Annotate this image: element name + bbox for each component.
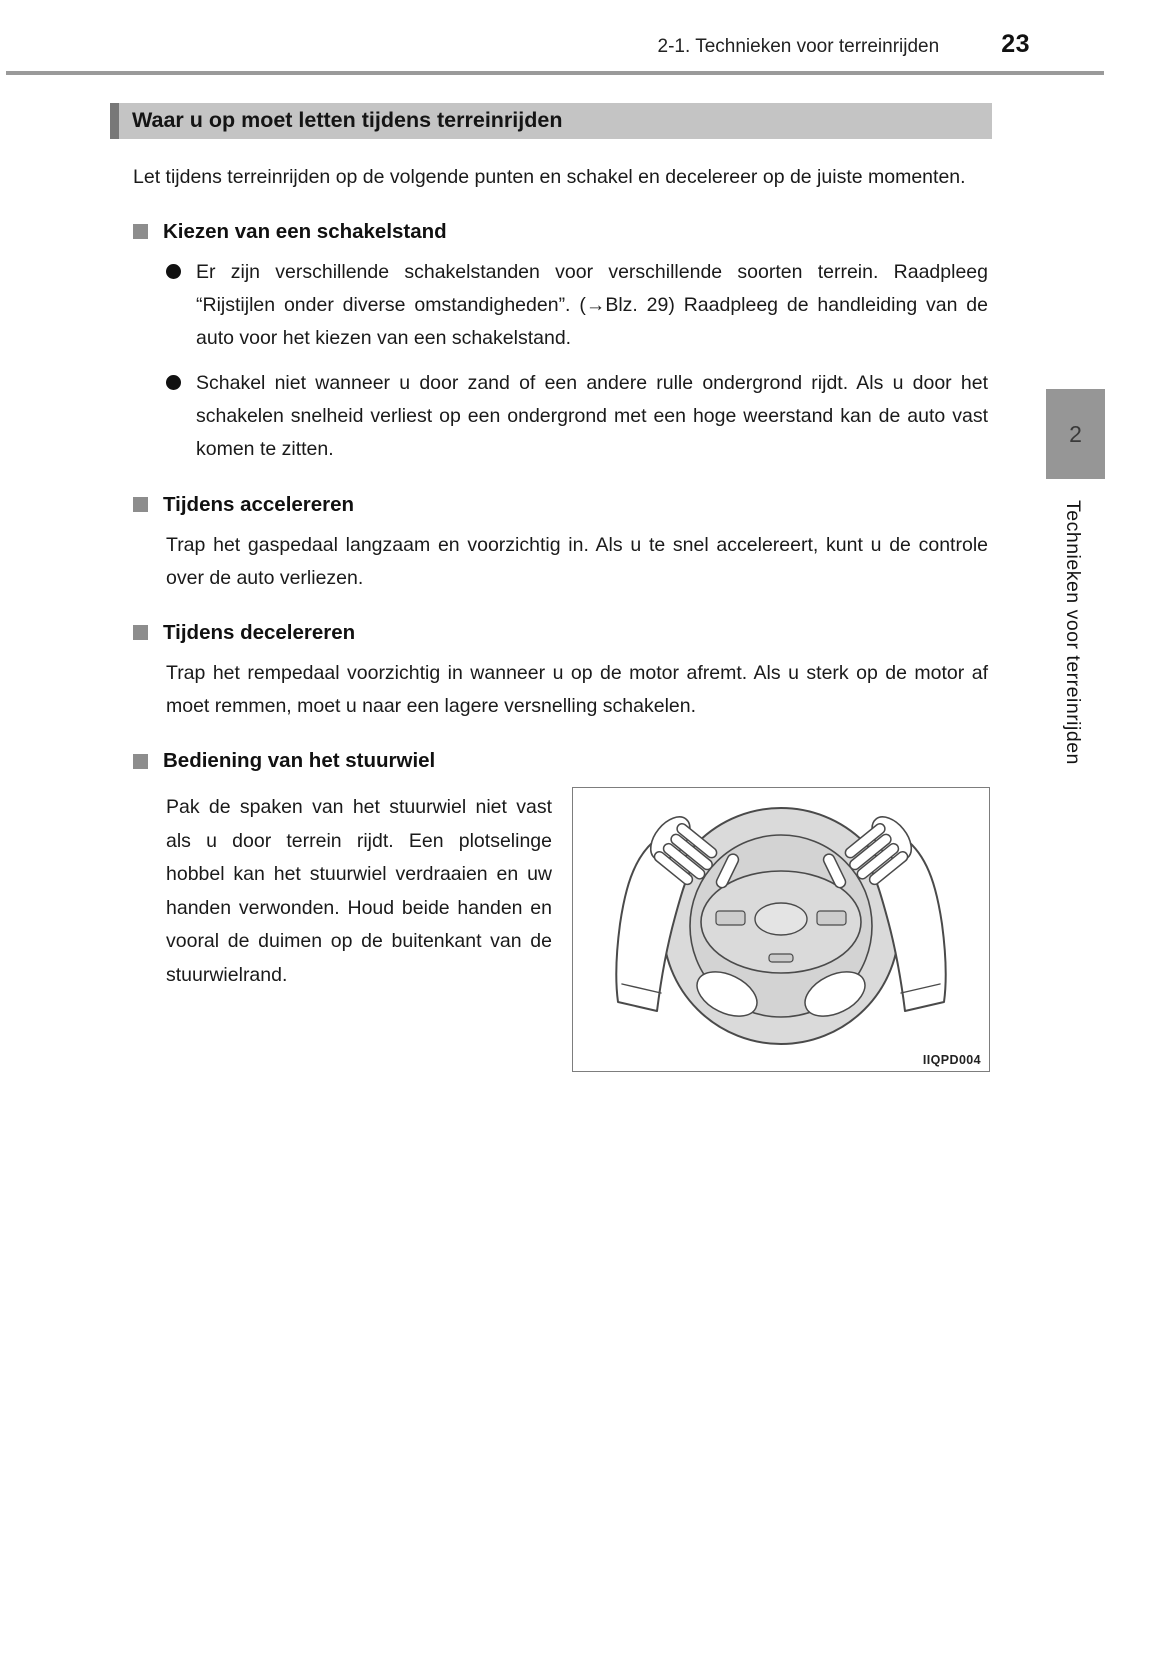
steering-wheel-figure [572,787,990,1072]
figure-code: IIQPD004 [922,1053,981,1068]
subsection-heading-decelereren [133,621,988,645]
header-rule [6,71,1104,75]
list-item [166,256,988,355]
title-accent-block [110,103,119,139]
chapter-side-label: Technieken voor terreinrijden [1062,500,1084,765]
page-header [0,0,1166,59]
subsection-heading-accelereren [133,493,988,517]
steering-wheel-illustration [573,788,989,1071]
subsection-heading-schakelstand [133,220,988,244]
square-bullet-icon [133,754,148,769]
list-item [166,367,988,466]
page-number: 23 [1001,30,1030,58]
list-item-text: Er zijn verschillende schakelstanden voor verschillende soorten terrein. Raadpleeg “Rijstijlen onder diverse omstandigheden”. (→Blz. 29) Raadpleeg de handleiding van de auto voor het kiezen van een schakelstand. [196,260,988,350]
subsection-heading-stuurwiel [133,749,988,773]
intro-paragraph: Let tijdens terreinrijden op de volgende punten en schakel en decelereer op de juiste momenten. [133,166,966,188]
subsection-title: Tijdens accelereren [163,492,355,516]
square-bullet-icon [133,224,148,239]
body-paragraph: Trap het gaspedaal langzaam en voorzichtig in. Als u te snel accelereert, kunt u de controle over de auto verliezen. [166,533,988,589]
figure-row [166,787,990,1072]
circle-bullet-icon [166,264,181,279]
figure-side-text: Pak de spaken van het stuurwiel niet vast als u door terrein rijdt. Een plotselinge hobbel kan het stuurwiel verdraaien en uw handen verwonden. Houd beide handen en vooral de duimen op de buitenkant van de stuurwielrand. [166,796,552,986]
chapter-tab [1046,389,1105,479]
subsection-title: Tijdens decelereren [163,620,356,644]
body-paragraph: Trap het rempedaal voorzichtig in wanneer u op de motor afremt. Als u sterk op de motor af moet remmen, moet u naar een lagere versnelling schakelen. [166,661,988,718]
chapter-tab-number: 2 [1069,420,1082,447]
square-bullet-icon [133,625,148,640]
square-bullet-icon [133,497,148,512]
subsection-title: Kiezen van een schakelstand [163,219,447,243]
chapter-breadcrumb: 2-1. Technieken voor terreinrijden [657,36,940,57]
subsection-title: Bediening van het stuurwiel [163,749,436,773]
list-item-text: Schakel niet wanneer u door zand of een andere rulle ondergrond rijdt. Als u door het schakelen snelheid verliest op een ondergrond met een hoge weerstand kan de auto vast komen te zitten. [196,372,988,461]
section-title: Waar u op moet letten tijdens terreinrijden [132,108,563,132]
circle-bullet-icon [166,375,181,390]
section-title-bar [110,103,992,139]
